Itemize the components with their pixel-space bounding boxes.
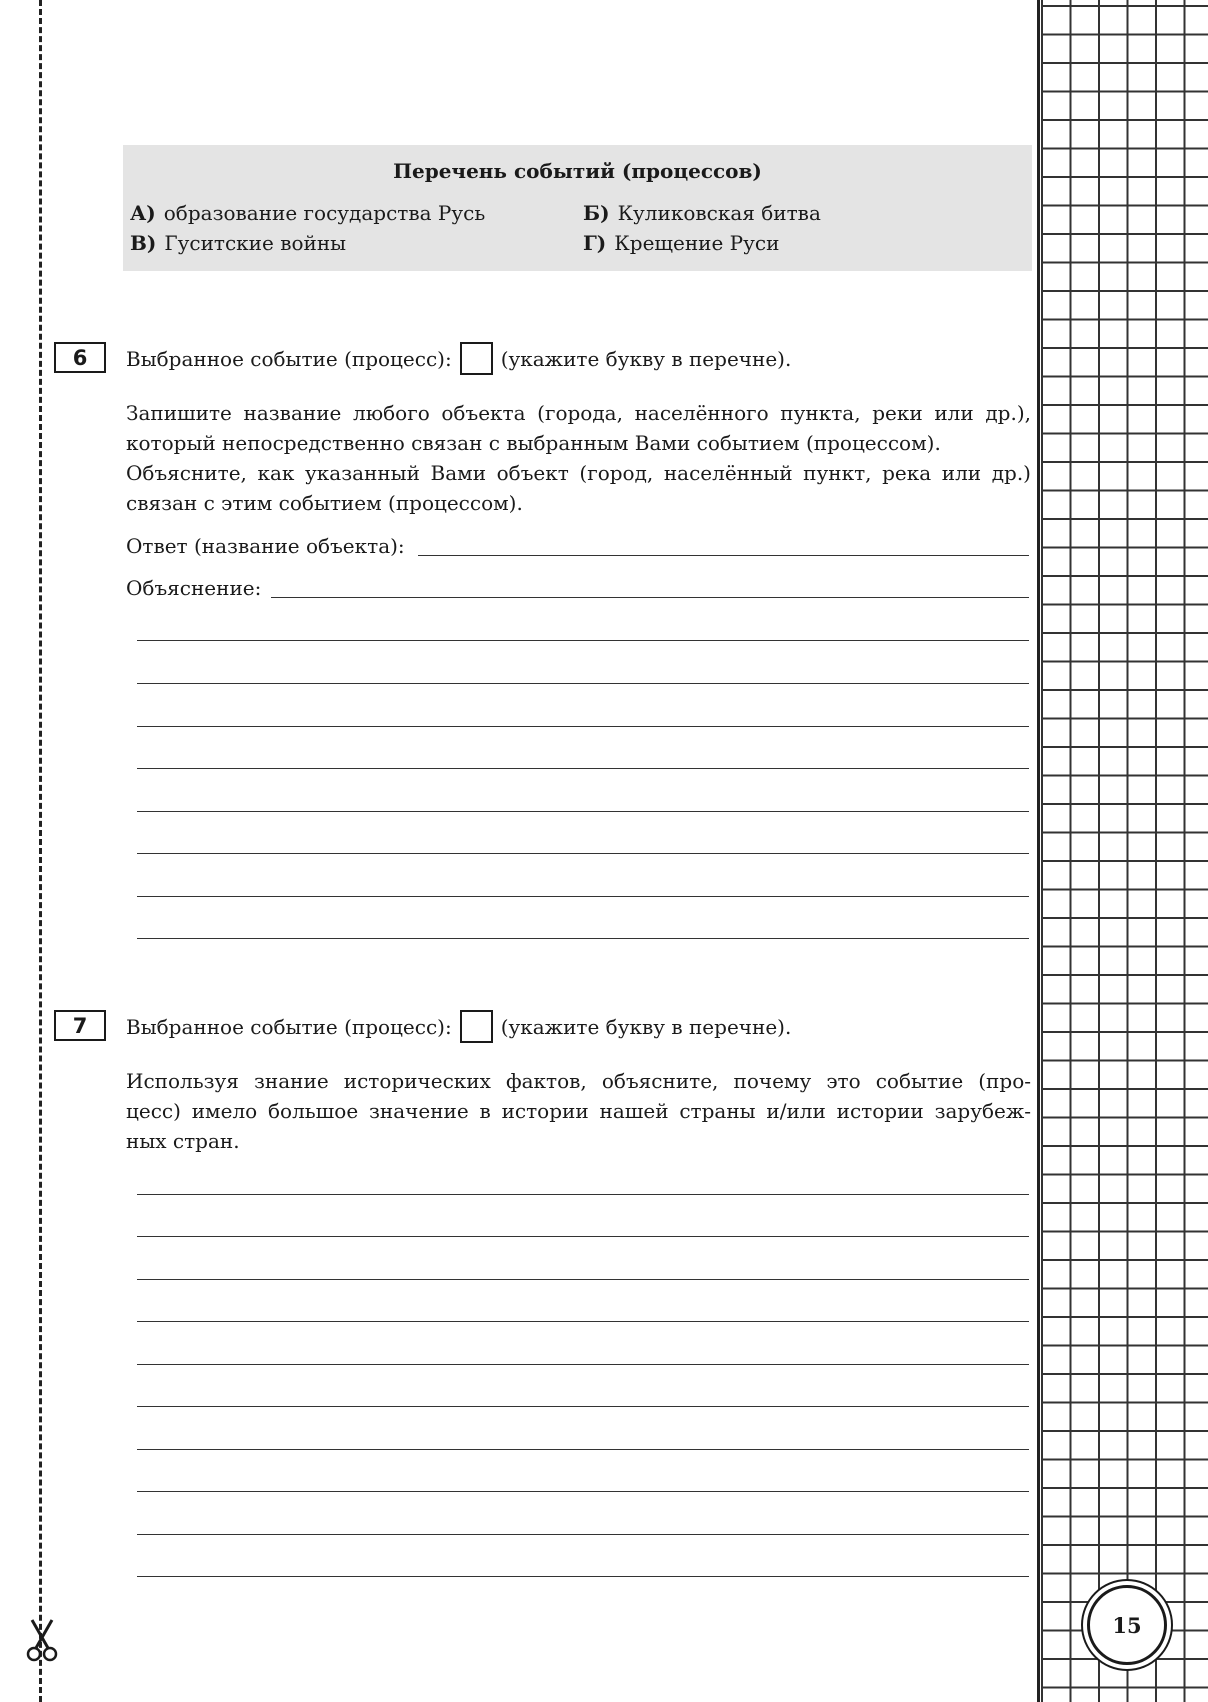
task-6-explanation-label: Объяснение: bbox=[126, 576, 262, 600]
task-7-instruction-line: цесс) имело большое значение в истории нашей страны и/или истории зарубеж- bbox=[126, 1099, 1031, 1123]
event-item-g bbox=[583, 231, 779, 255]
scissors-icon bbox=[24, 1618, 60, 1662]
task-7-choice-label: Выбранное событие (процесс): bbox=[126, 1014, 452, 1039]
task-6-instruction-line: Объясните, как указанный Вами объект (город, населённый пункт, река или др.) bbox=[126, 461, 1031, 485]
task-7-instruction-line: ных стран. bbox=[126, 1129, 240, 1153]
task-7-choice bbox=[126, 1010, 791, 1043]
task-6-number: 6 bbox=[54, 342, 106, 373]
task-6-instruction bbox=[126, 398, 1031, 518]
events-list-title: Перечень событий (процессов) bbox=[393, 159, 762, 183]
task-7-answer-line[interactable] bbox=[137, 1449, 1029, 1450]
event-item-a bbox=[130, 201, 485, 225]
grid-border bbox=[1037, 0, 1040, 1702]
task-6-explanation-line[interactable] bbox=[137, 768, 1029, 769]
task-7-answer-line[interactable] bbox=[137, 1321, 1029, 1322]
task-6-explanation-line[interactable] bbox=[137, 683, 1029, 684]
event-letter: Б) bbox=[583, 201, 610, 225]
task-7-number: 7 bbox=[54, 1010, 106, 1041]
cut-line bbox=[39, 0, 42, 1702]
task-7-instruction bbox=[126, 1066, 1031, 1156]
task-7-answer-line[interactable] bbox=[137, 1236, 1029, 1237]
event-item-v bbox=[130, 231, 346, 255]
event-text: Куликовская битва bbox=[617, 201, 821, 225]
task-6-explanation-line[interactable] bbox=[137, 811, 1029, 812]
task-7-answer-line[interactable] bbox=[137, 1576, 1029, 1577]
event-item-b bbox=[583, 201, 821, 225]
task-6-choice-label: Выбранное событие (процесс): bbox=[126, 346, 452, 371]
event-letter: А) bbox=[130, 201, 156, 225]
task-6-choice bbox=[126, 342, 791, 375]
task-6-answer-label: Ответ (название объекта): bbox=[126, 534, 405, 558]
task-7-instruction-line: Используя знание исторических фактов, объясните, почему это событие (про- bbox=[126, 1069, 1031, 1093]
task-6-instruction-line: который непосредственно связан с выбранным Вами событием (процессом). bbox=[126, 431, 941, 455]
task-6-instruction-line: связан с этим событием (процессом). bbox=[126, 491, 523, 515]
event-letter: Г) bbox=[583, 231, 607, 255]
task-6-choice-hint: (укажите букву в перечне). bbox=[500, 346, 792, 371]
task-6-explanation-line[interactable] bbox=[137, 938, 1029, 939]
event-text: Гуситские войны bbox=[164, 231, 347, 255]
task-7-letter-box[interactable] bbox=[460, 1010, 493, 1043]
draft-grid bbox=[1041, 0, 1208, 1702]
events-list-box bbox=[123, 145, 1032, 271]
task-6-instruction-line: Запишите название любого объекта (города, населённого пункта, реки или др.), bbox=[126, 401, 1031, 425]
task-6-explanation-line[interactable] bbox=[137, 640, 1029, 641]
page-number: 15 bbox=[1087, 1585, 1167, 1665]
task-7-answer-line[interactable] bbox=[137, 1491, 1029, 1492]
task-7-choice-hint: (укажите букву в перечне). bbox=[500, 1014, 792, 1039]
task-6-explanation-line[interactable] bbox=[137, 726, 1029, 727]
task-6-explanation-line[interactable] bbox=[271, 597, 1029, 598]
task-6-letter-box[interactable] bbox=[460, 342, 493, 375]
task-6-answer-line[interactable] bbox=[418, 555, 1029, 556]
event-text: Крещение Руси bbox=[614, 231, 780, 255]
task-7-answer-line[interactable] bbox=[137, 1279, 1029, 1280]
task-7-answer-line[interactable] bbox=[137, 1364, 1029, 1365]
task-7-answer-line[interactable] bbox=[137, 1406, 1029, 1407]
task-6-explanation-line[interactable] bbox=[137, 853, 1029, 854]
event-text: образование государства Русь bbox=[163, 201, 486, 225]
event-letter: В) bbox=[130, 231, 157, 255]
task-7-answer-line[interactable] bbox=[137, 1534, 1029, 1535]
task-7-answer-line[interactable] bbox=[137, 1194, 1029, 1195]
task-6-explanation-line[interactable] bbox=[137, 896, 1029, 897]
